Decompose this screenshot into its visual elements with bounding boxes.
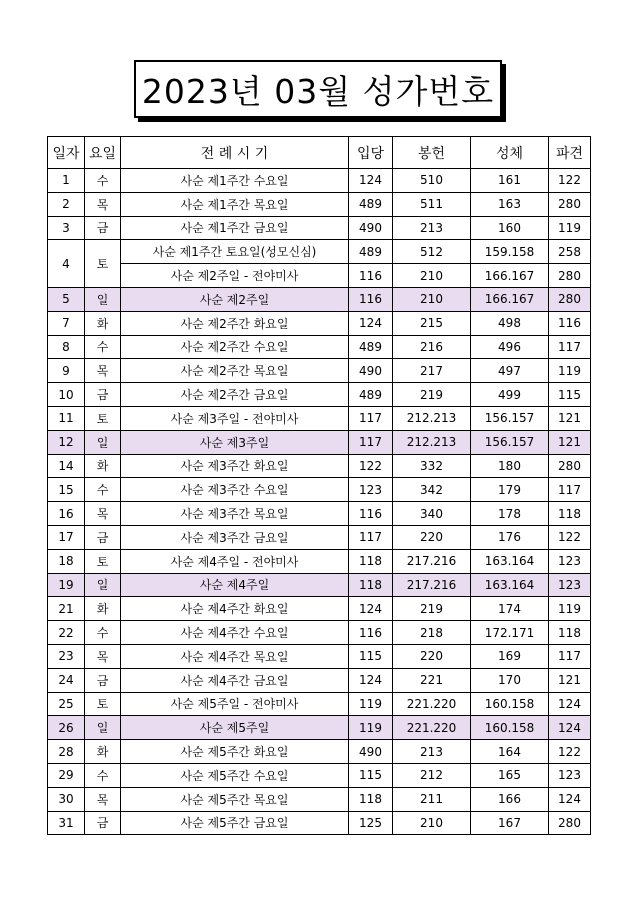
dismissal-hymn-cell: 117: [549, 644, 591, 668]
dismissal-hymn-cell: 280: [549, 192, 591, 216]
header-offertory: 봉헌: [393, 137, 471, 169]
day-cell: 28: [48, 740, 85, 764]
header-weekday: 요일: [85, 137, 121, 169]
offertory-hymn-cell: 340: [393, 502, 471, 526]
offertory-hymn-cell: 511: [393, 192, 471, 216]
liturgical-name-cell: 사순 제1주간 목요일: [121, 192, 349, 216]
table-row: [48, 430, 591, 454]
communion-hymn-cell: 180: [471, 454, 549, 478]
communion-hymn-cell: 496: [471, 335, 549, 359]
liturgical-name-cell: 사순 제3주간 금요일: [121, 525, 349, 549]
dismissal-hymn-cell: 119: [549, 359, 591, 383]
day-cell: 29: [48, 763, 85, 787]
liturgical-name-cell: 사순 제3주간 수요일: [121, 478, 349, 502]
liturgical-name-cell: 사순 제5주간 화요일: [121, 740, 349, 764]
communion-hymn-cell: 163: [471, 192, 549, 216]
entrance-hymn-cell: 490: [349, 359, 393, 383]
entrance-hymn-cell: 117: [349, 430, 393, 454]
weekday-cell: 수: [85, 478, 121, 502]
offertory-hymn-cell: 512: [393, 240, 471, 264]
weekday-cell: 수: [85, 335, 121, 359]
table-row: [48, 763, 591, 787]
entrance-hymn-cell: 117: [349, 525, 393, 549]
offertory-hymn-cell: 213: [393, 216, 471, 240]
weekday-cell: 목: [85, 644, 121, 668]
liturgical-name-cell: 사순 제4주일: [121, 573, 349, 597]
day-cell: 18: [48, 549, 85, 573]
entrance-hymn-cell: 118: [349, 787, 393, 811]
table-row: [48, 716, 591, 740]
weekday-cell: 목: [85, 502, 121, 526]
weekday-cell: 목: [85, 787, 121, 811]
weekday-cell: 일: [85, 573, 121, 597]
entrance-hymn-cell: 116: [349, 264, 393, 288]
day-cell: 12: [48, 430, 85, 454]
weekday-cell: 수: [85, 621, 121, 645]
offertory-hymn-cell: 220: [393, 644, 471, 668]
offertory-hymn-cell: 211: [393, 787, 471, 811]
entrance-hymn-cell: 489: [349, 383, 393, 407]
day-cell: 2: [48, 192, 85, 216]
dismissal-hymn-cell: 280: [549, 454, 591, 478]
dismissal-hymn-cell: 124: [549, 692, 591, 716]
offertory-hymn-cell: 212: [393, 763, 471, 787]
dismissal-hymn-cell: 280: [549, 811, 591, 835]
liturgical-name-cell: 사순 제2주간 목요일: [121, 359, 349, 383]
entrance-hymn-cell: 115: [349, 644, 393, 668]
offertory-hymn-cell: 212.213: [393, 430, 471, 454]
weekday-cell: 일: [85, 716, 121, 740]
entrance-hymn-cell: 124: [349, 311, 393, 335]
entrance-hymn-cell: 115: [349, 763, 393, 787]
weekday-cell: 토: [85, 240, 121, 288]
table-row: [48, 597, 591, 621]
dismissal-hymn-cell: 280: [549, 264, 591, 288]
communion-hymn-cell: 178: [471, 502, 549, 526]
offertory-hymn-cell: 217.216: [393, 573, 471, 597]
offertory-hymn-cell: 221: [393, 668, 471, 692]
day-cell: 24: [48, 668, 85, 692]
day-cell: 11: [48, 406, 85, 430]
offertory-hymn-cell: 221.220: [393, 716, 471, 740]
day-cell: 26: [48, 716, 85, 740]
day-cell: 16: [48, 502, 85, 526]
dismissal-hymn-cell: 123: [549, 573, 591, 597]
dismissal-hymn-cell: 121: [549, 430, 591, 454]
offertory-hymn-cell: 220: [393, 525, 471, 549]
communion-hymn-cell: 166.167: [471, 264, 549, 288]
day-cell: 4: [48, 240, 85, 288]
hymn-number-table: [47, 136, 591, 835]
table-row: [48, 621, 591, 645]
offertory-hymn-cell: 218: [393, 621, 471, 645]
entrance-hymn-cell: 489: [349, 240, 393, 264]
day-cell: 8: [48, 335, 85, 359]
day-cell: 23: [48, 644, 85, 668]
table-row: [48, 573, 591, 597]
liturgical-name-cell: 사순 제1주간 토요일(성모신심): [121, 240, 349, 264]
offertory-hymn-cell: 212.213: [393, 406, 471, 430]
day-cell: 22: [48, 621, 85, 645]
offertory-hymn-cell: 210: [393, 287, 471, 311]
offertory-hymn-cell: 219: [393, 383, 471, 407]
table-row: [48, 240, 591, 264]
table-body: [48, 169, 591, 835]
communion-hymn-cell: 159.158: [471, 240, 549, 264]
table-row: [48, 287, 591, 311]
liturgical-name-cell: 사순 제2주간 화요일: [121, 311, 349, 335]
table-row: [48, 406, 591, 430]
dismissal-hymn-cell: 118: [549, 621, 591, 645]
communion-hymn-cell: 163.164: [471, 549, 549, 573]
communion-hymn-cell: 174: [471, 597, 549, 621]
weekday-cell: 토: [85, 549, 121, 573]
day-cell: 21: [48, 597, 85, 621]
weekday-cell: 화: [85, 311, 121, 335]
liturgical-name-cell: 사순 제5주간 금요일: [121, 811, 349, 835]
dismissal-hymn-cell: 117: [549, 478, 591, 502]
dismissal-hymn-cell: 121: [549, 668, 591, 692]
table-row: [48, 264, 591, 288]
offertory-hymn-cell: 216: [393, 335, 471, 359]
table-row: [48, 383, 591, 407]
offertory-hymn-cell: 210: [393, 264, 471, 288]
liturgical-name-cell: 사순 제3주간 목요일: [121, 502, 349, 526]
offertory-hymn-cell: 219: [393, 597, 471, 621]
day-cell: 10: [48, 383, 85, 407]
entrance-hymn-cell: 489: [349, 335, 393, 359]
communion-hymn-cell: 179: [471, 478, 549, 502]
entrance-hymn-cell: 122: [349, 454, 393, 478]
table-row: [48, 478, 591, 502]
dismissal-hymn-cell: 117: [549, 335, 591, 359]
dismissal-hymn-cell: 115: [549, 383, 591, 407]
dismissal-hymn-cell: 280: [549, 287, 591, 311]
header-entrance: 입당: [349, 137, 393, 169]
entrance-hymn-cell: 490: [349, 216, 393, 240]
header-communion: 성체: [471, 137, 549, 169]
liturgical-name-cell: 사순 제2주일 - 전야미사: [121, 264, 349, 288]
entrance-hymn-cell: 119: [349, 692, 393, 716]
liturgical-name-cell: 사순 제5주간 목요일: [121, 787, 349, 811]
table-header-row: [48, 137, 591, 169]
liturgical-name-cell: 사순 제2주간 수요일: [121, 335, 349, 359]
offertory-hymn-cell: 213: [393, 740, 471, 764]
day-cell: 1: [48, 169, 85, 193]
communion-hymn-cell: 156.157: [471, 406, 549, 430]
table-row: [48, 787, 591, 811]
page-title: 2023년 03월 성가번호: [134, 60, 502, 118]
entrance-hymn-cell: 123: [349, 478, 393, 502]
dismissal-hymn-cell: 116: [549, 311, 591, 335]
entrance-hymn-cell: 124: [349, 597, 393, 621]
communion-hymn-cell: 169: [471, 644, 549, 668]
table-row: [48, 740, 591, 764]
entrance-hymn-cell: 116: [349, 287, 393, 311]
entrance-hymn-cell: 118: [349, 573, 393, 597]
liturgical-name-cell: 사순 제5주간 수요일: [121, 763, 349, 787]
dismissal-hymn-cell: 258: [549, 240, 591, 264]
header-day: 일자: [48, 137, 85, 169]
entrance-hymn-cell: 490: [349, 740, 393, 764]
liturgical-name-cell: 사순 제4주일 - 전야미사: [121, 549, 349, 573]
day-cell: 19: [48, 573, 85, 597]
day-cell: 25: [48, 692, 85, 716]
day-cell: 15: [48, 478, 85, 502]
weekday-cell: 토: [85, 692, 121, 716]
dismissal-hymn-cell: 122: [549, 525, 591, 549]
offertory-hymn-cell: 332: [393, 454, 471, 478]
dismissal-hymn-cell: 124: [549, 787, 591, 811]
weekday-cell: 토: [85, 406, 121, 430]
offertory-hymn-cell: 510: [393, 169, 471, 193]
weekday-cell: 일: [85, 430, 121, 454]
dismissal-hymn-cell: 119: [549, 216, 591, 240]
day-cell: 17: [48, 525, 85, 549]
table-row: [48, 502, 591, 526]
communion-hymn-cell: 160: [471, 216, 549, 240]
table-row: [48, 644, 591, 668]
weekday-cell: 수: [85, 169, 121, 193]
entrance-hymn-cell: 125: [349, 811, 393, 835]
communion-hymn-cell: 497: [471, 359, 549, 383]
dismissal-hymn-cell: 122: [549, 169, 591, 193]
dismissal-hymn-cell: 119: [549, 597, 591, 621]
weekday-cell: 목: [85, 192, 121, 216]
weekday-cell: 목: [85, 359, 121, 383]
weekday-cell: 화: [85, 597, 121, 621]
communion-hymn-cell: 170: [471, 668, 549, 692]
communion-hymn-cell: 160.158: [471, 692, 549, 716]
offertory-hymn-cell: 217: [393, 359, 471, 383]
table-row: [48, 192, 591, 216]
offertory-hymn-cell: 342: [393, 478, 471, 502]
table-row: [48, 216, 591, 240]
liturgical-name-cell: 사순 제4주간 금요일: [121, 668, 349, 692]
liturgical-name-cell: 사순 제3주일: [121, 430, 349, 454]
offertory-hymn-cell: 217.216: [393, 549, 471, 573]
liturgical-name-cell: 사순 제4주간 수요일: [121, 621, 349, 645]
day-cell: 3: [48, 216, 85, 240]
liturgical-name-cell: 사순 제3주일 - 전야미사: [121, 406, 349, 430]
communion-hymn-cell: 161: [471, 169, 549, 193]
communion-hymn-cell: 499: [471, 383, 549, 407]
offertory-hymn-cell: 210: [393, 811, 471, 835]
communion-hymn-cell: 176: [471, 525, 549, 549]
dismissal-hymn-cell: 121: [549, 406, 591, 430]
entrance-hymn-cell: 116: [349, 621, 393, 645]
table-row: [48, 811, 591, 835]
dismissal-hymn-cell: 124: [549, 716, 591, 740]
weekday-cell: 금: [85, 668, 121, 692]
day-cell: 7: [48, 311, 85, 335]
liturgical-name-cell: 사순 제4주간 화요일: [121, 597, 349, 621]
table-row: [48, 454, 591, 478]
weekday-cell: 화: [85, 740, 121, 764]
weekday-cell: 금: [85, 525, 121, 549]
dismissal-hymn-cell: 118: [549, 502, 591, 526]
header-liturgical-season: 전 례 시 기: [121, 137, 349, 169]
table-row: [48, 311, 591, 335]
day-cell: 31: [48, 811, 85, 835]
liturgical-name-cell: 사순 제4주간 목요일: [121, 644, 349, 668]
liturgical-name-cell: 사순 제5주일: [121, 716, 349, 740]
weekday-cell: 금: [85, 383, 121, 407]
weekday-cell: 금: [85, 811, 121, 835]
entrance-hymn-cell: 124: [349, 169, 393, 193]
dismissal-hymn-cell: 122: [549, 740, 591, 764]
day-cell: 5: [48, 287, 85, 311]
table-row: [48, 549, 591, 573]
weekday-cell: 일: [85, 287, 121, 311]
dismissal-hymn-cell: 123: [549, 763, 591, 787]
offertory-hymn-cell: 215: [393, 311, 471, 335]
day-cell: 9: [48, 359, 85, 383]
table-row: [48, 668, 591, 692]
entrance-hymn-cell: 124: [349, 668, 393, 692]
communion-hymn-cell: 163.164: [471, 573, 549, 597]
communion-hymn-cell: 167: [471, 811, 549, 835]
table-row: [48, 169, 591, 193]
offertory-hymn-cell: 221.220: [393, 692, 471, 716]
liturgical-name-cell: 사순 제1주간 수요일: [121, 169, 349, 193]
communion-hymn-cell: 498: [471, 311, 549, 335]
communion-hymn-cell: 172.171: [471, 621, 549, 645]
weekday-cell: 화: [85, 454, 121, 478]
liturgical-name-cell: 사순 제2주간 금요일: [121, 383, 349, 407]
table-row: [48, 692, 591, 716]
table-row: [48, 359, 591, 383]
entrance-hymn-cell: 117: [349, 406, 393, 430]
weekday-cell: 금: [85, 216, 121, 240]
entrance-hymn-cell: 119: [349, 716, 393, 740]
day-cell: 30: [48, 787, 85, 811]
weekday-cell: 수: [85, 763, 121, 787]
table-row: [48, 525, 591, 549]
communion-hymn-cell: 164: [471, 740, 549, 764]
entrance-hymn-cell: 118: [349, 549, 393, 573]
communion-hymn-cell: 166.167: [471, 287, 549, 311]
liturgical-name-cell: 사순 제5주일 - 전야미사: [121, 692, 349, 716]
communion-hymn-cell: 165: [471, 763, 549, 787]
entrance-hymn-cell: 116: [349, 502, 393, 526]
liturgical-name-cell: 사순 제3주간 화요일: [121, 454, 349, 478]
dismissal-hymn-cell: 123: [549, 549, 591, 573]
liturgical-name-cell: 사순 제1주간 금요일: [121, 216, 349, 240]
communion-hymn-cell: 160.158: [471, 716, 549, 740]
communion-hymn-cell: 156.157: [471, 430, 549, 454]
entrance-hymn-cell: 489: [349, 192, 393, 216]
liturgical-name-cell: 사순 제2주일: [121, 287, 349, 311]
day-cell: 14: [48, 454, 85, 478]
table-row: [48, 335, 591, 359]
header-dismissal: 파견: [549, 137, 591, 169]
communion-hymn-cell: 166: [471, 787, 549, 811]
